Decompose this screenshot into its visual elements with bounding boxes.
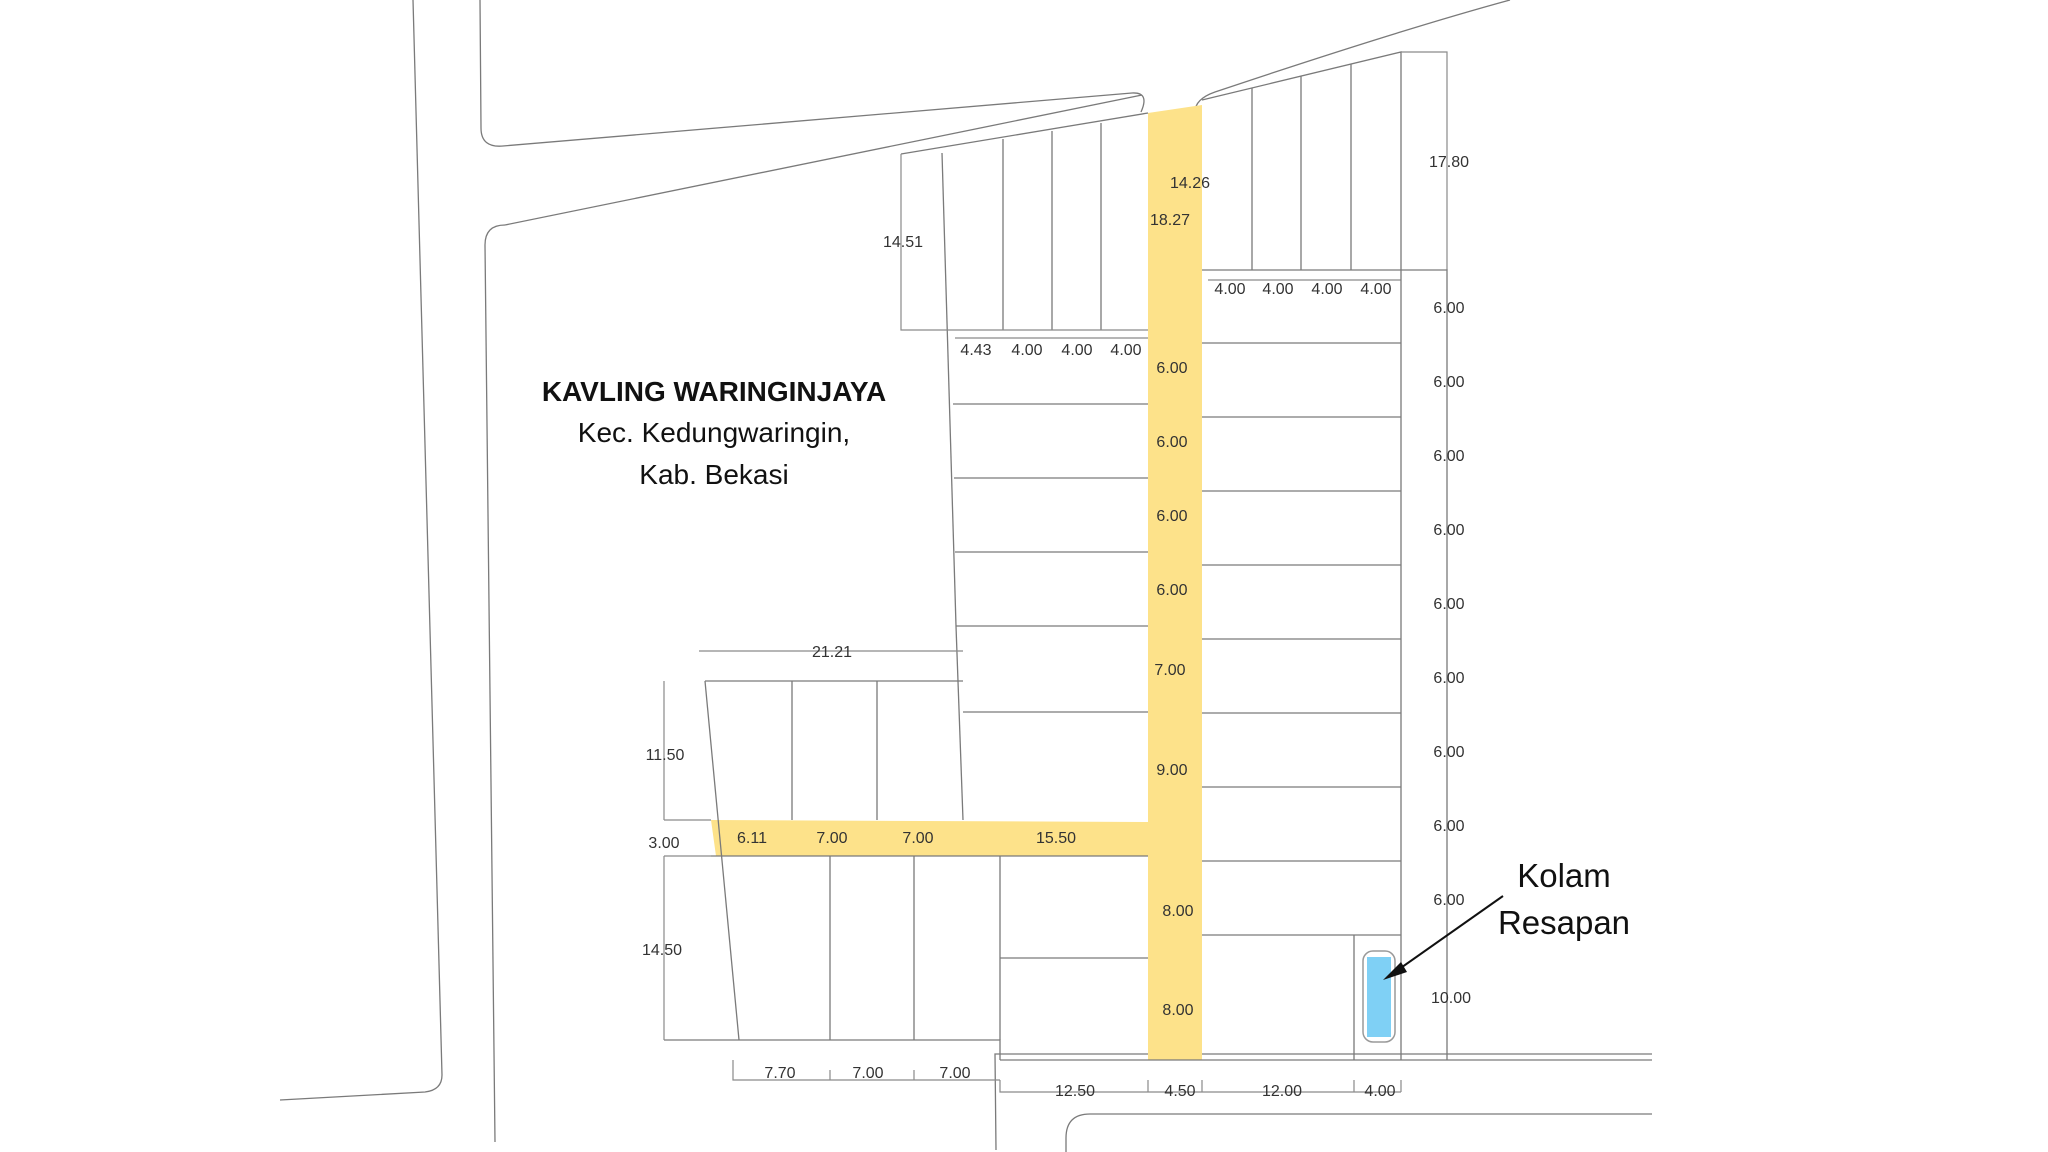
dim-top-right-width: 4.00 [1214, 281, 1246, 298]
dim-top-left-width: 4.00 [1061, 342, 1093, 359]
dim-south-width: 7.00 [852, 1065, 884, 1082]
dim-right-lot: 6.00 [1433, 596, 1465, 613]
dim-road-top-b: 18.27 [1149, 212, 1191, 229]
dim-road-segment: 7.00 [1154, 662, 1186, 679]
surrounding-roads [280, 0, 1652, 1152]
dim-road-segment: 8.00 [1162, 903, 1194, 920]
dim-bottom-width: 12.00 [1261, 1083, 1303, 1100]
dim-top-left-depth: 14.51 [882, 234, 924, 251]
dim-top-right-depth: 17.80 [1428, 154, 1470, 171]
dim-right-lot: 6.00 [1433, 892, 1465, 909]
right-column-lots [1202, 270, 1447, 1060]
top-left-block [901, 113, 1148, 626]
dim-cross-road-segment: 7.00 [902, 830, 934, 847]
dim-top-right-width: 4.00 [1311, 281, 1343, 298]
dim-cross-road-segment: 15.50 [1035, 830, 1077, 847]
dim-right-lot: 6.00 [1433, 670, 1465, 687]
dim-road-segment: 6.00 [1156, 582, 1188, 599]
dim-top-right-width: 4.00 [1360, 281, 1392, 298]
dim-right-lot: 10.00 [1430, 990, 1472, 1007]
dim-top-right-width: 4.00 [1262, 281, 1294, 298]
kolam-resapan-pond [1363, 951, 1395, 1042]
road-network [711, 105, 1202, 1060]
dim-bottom-width: 4.00 [1364, 1083, 1396, 1100]
dim-south-block-depth: 14.50 [641, 942, 683, 959]
dim-west-block-depth: 11.50 [645, 747, 685, 764]
map-subtitle-line1: Kec. Kedungwaringin, [577, 417, 851, 448]
dim-south-width: 7.00 [939, 1065, 971, 1082]
dim-right-lot: 6.00 [1433, 744, 1465, 761]
dim-bottom-width: 12.50 [1054, 1083, 1096, 1100]
dim-road-segment: 9.00 [1156, 762, 1188, 779]
dim-road-top-a: 14.26 [1169, 175, 1211, 192]
pond-label-line1: Kolam [1517, 857, 1611, 894]
dim-top-left-width: 4.00 [1110, 342, 1142, 359]
dim-road-segment: 6.00 [1156, 508, 1188, 525]
map-title: KAVLING WARINGINJAYA [541, 376, 887, 407]
dim-bottom-width: 4.50 [1164, 1083, 1196, 1100]
dim-west-block-top: 21.21 [811, 644, 853, 661]
dim-cross-road-width: 3.00 [648, 835, 680, 852]
dim-road-segment: 8.00 [1162, 1002, 1194, 1019]
dim-top-left-width: 4.43 [960, 342, 992, 359]
dim-road-segment: 6.00 [1156, 360, 1188, 377]
dim-right-lot: 6.00 [1433, 522, 1465, 539]
dim-right-lot: 6.00 [1433, 300, 1465, 317]
dim-cross-road-segment: 6.11 [737, 830, 767, 847]
dim-right-lot: 6.00 [1433, 448, 1465, 465]
dim-right-lot: 6.00 [1433, 374, 1465, 391]
dim-right-lot: 6.00 [1433, 818, 1465, 835]
pond-label-line2: Resapan [1497, 904, 1631, 941]
top-right-block [1202, 52, 1447, 280]
dim-south-width: 7.70 [764, 1065, 796, 1082]
dim-cross-road-segment: 7.00 [816, 830, 848, 847]
dim-top-left-width: 4.00 [1011, 342, 1043, 359]
dim-road-segment: 6.00 [1156, 434, 1188, 451]
map-subtitle-line2: Kab. Bekasi [639, 459, 789, 490]
